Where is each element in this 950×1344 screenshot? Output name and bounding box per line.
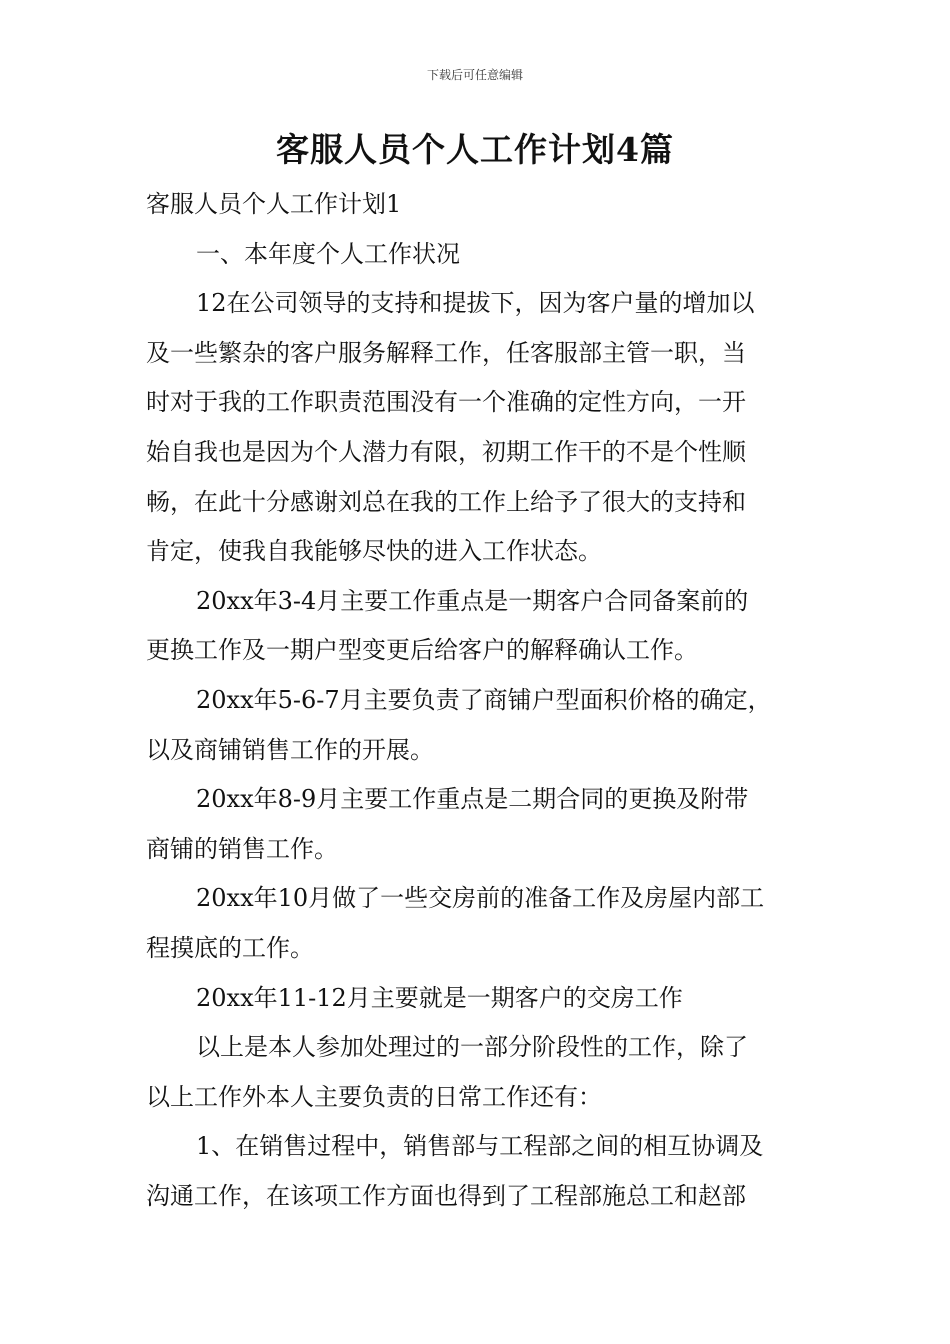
- text-line: 畅，在此十分感谢刘总在我的工作上给予了很大的支持和: [146, 487, 746, 516]
- text-line: 12在公司领导的支持和提拔下，因为客户量的增加以: [196, 289, 755, 318]
- document-body: [146, 180, 810, 1221]
- text-line: 程摸底的工作。: [146, 933, 314, 962]
- text-line: 客服人员个人工作计划1: [146, 190, 402, 218]
- text-line: 沟通工作，在该项工作方面也得到了工程部施总工和赵部: [146, 1181, 746, 1210]
- text-line: 及一些繁杂的客户服务解释工作，任客服部主管一职，当: [146, 338, 746, 367]
- text-line: 以上工作外本人主要负责的日常工作还有：: [146, 1082, 602, 1111]
- text-line: 以上是本人参加处理过的一部分阶段性的工作，除了: [196, 1033, 748, 1062]
- text-line: 20xx年3-4月主要工作重点是一期客户合同备案前的: [196, 586, 749, 615]
- text-line: 一、本年度个人工作状况: [196, 239, 460, 268]
- text-line: 1、在销售过程中，销售部与工程部之间的相互协调及: [196, 1132, 764, 1161]
- text-line: 肯定，使我自我能够尽快的进入工作状态。: [146, 537, 602, 566]
- document-title: 客服人员个人工作计划4篇: [276, 130, 674, 169]
- text-line: 时对于我的工作职责范围没有一个准确的定性方向，一开: [146, 388, 746, 417]
- text-line: 更换工作及一期户型变更后给客户的解释确认工作。: [146, 636, 698, 665]
- text-line: 始自我也是因为个人潜力有限，初期工作干的不是个性顺: [146, 437, 746, 466]
- text-line: 20xx年8-9月主要工作重点是二期合同的更换及附带: [196, 785, 749, 814]
- header-note: 下载后可任意编辑: [426, 68, 523, 82]
- text-line: 商铺的销售工作。: [146, 834, 338, 863]
- text-line: 以及商铺销售工作的开展。: [146, 735, 434, 764]
- text-line: 20xx年10月做了一些交房前的准备工作及房屋内部工: [196, 884, 765, 913]
- text-line: 20xx年5-6-7月主要负责了商铺户型面积价格的确定，: [196, 685, 772, 714]
- text-line: 20xx年11-12月主要就是一期客户的交房工作: [196, 983, 683, 1012]
